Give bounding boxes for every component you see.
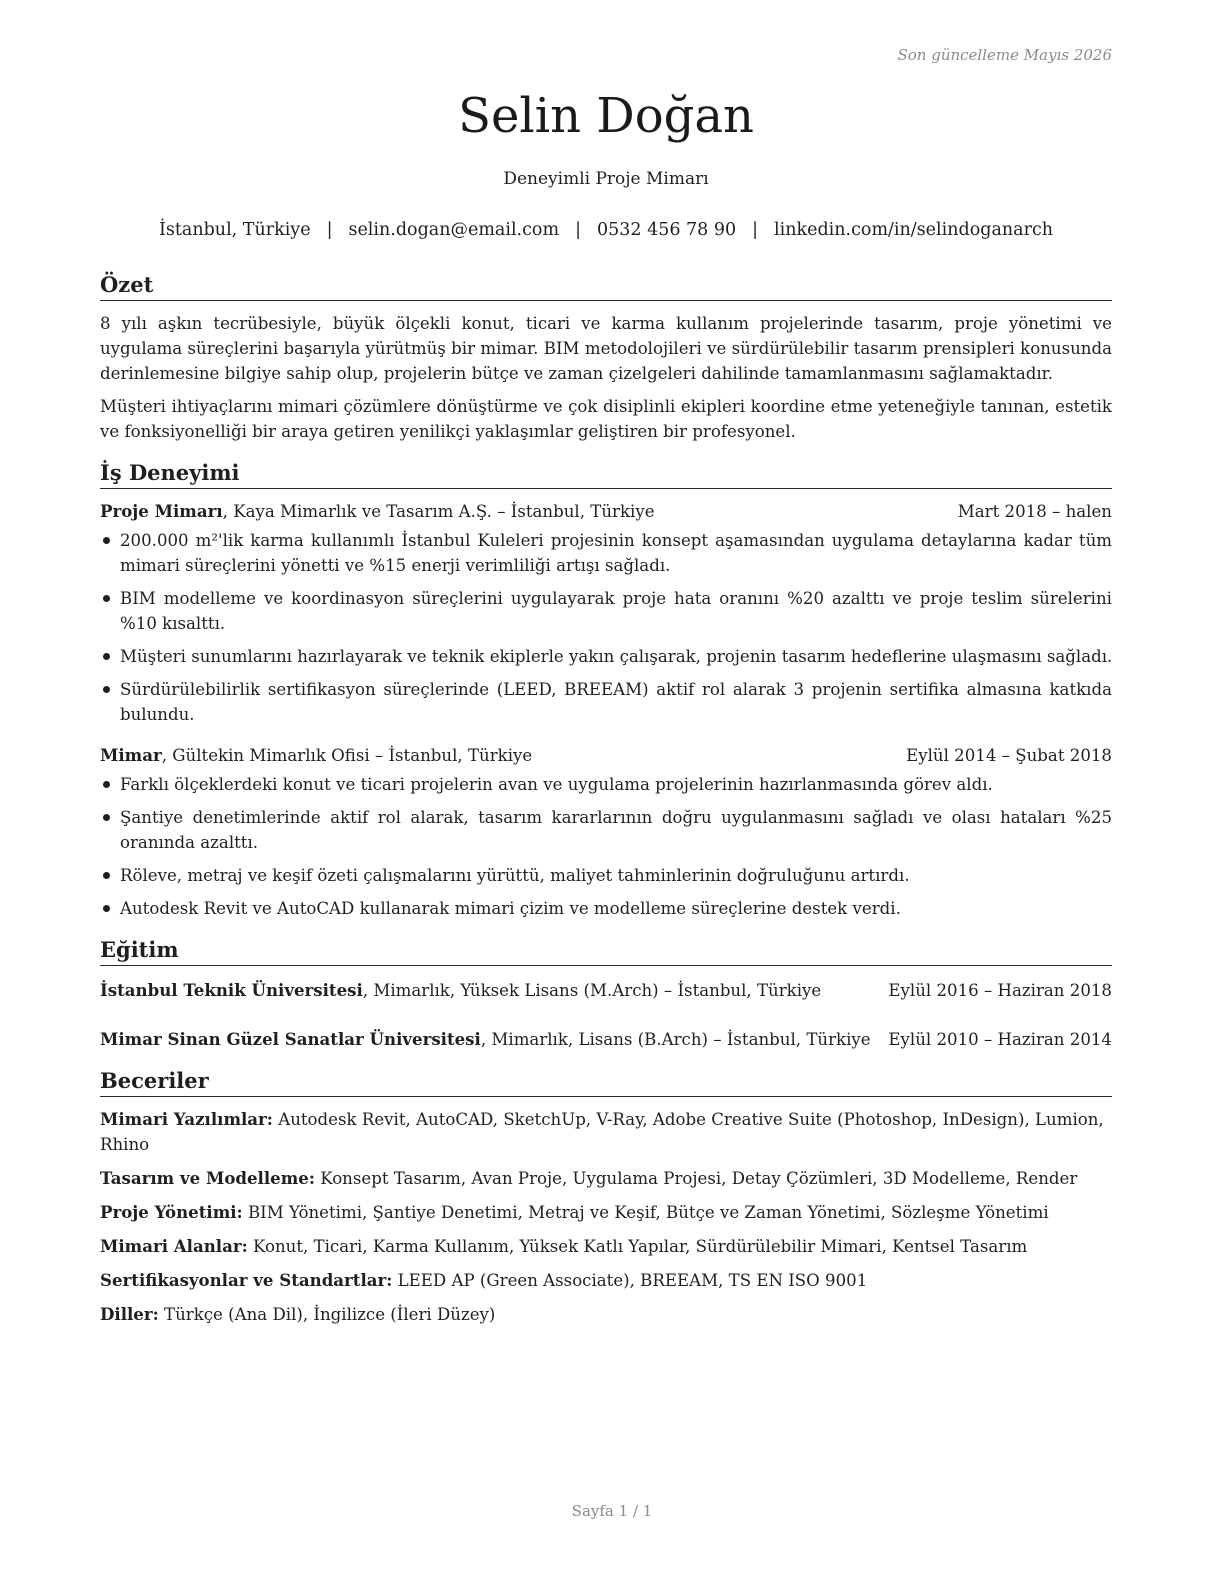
section-title-summary: Özet xyxy=(100,270,1112,301)
skill-label: Mimari Alanlar: xyxy=(100,1236,248,1256)
job-dates: Eylül 2014 – Şubat 2018 xyxy=(906,746,1112,765)
job-bullets xyxy=(100,772,1112,921)
skill-value: Konsept Tasarım, Avan Proje, Uygulama Projesi, Detay Çözümleri, 3D Modelleme, Render xyxy=(314,1169,1078,1188)
list-item: Müşteri sunumlarını hazırlayarak ve teknik ekiplerle yakın çalışarak, projenin tasarım hedeflerine ulaşmasını sağladı. xyxy=(100,644,1112,669)
list-item: Röleve, metraj ve keşif özeti çalışmalarını yürüttü, maliyet tahminlerinin doğruluğunu artırdı. xyxy=(100,863,1112,888)
contact-separator: | xyxy=(575,220,581,240)
skill-row xyxy=(100,1268,1112,1293)
last-updated: Son güncelleme Mayıs 2026 xyxy=(897,46,1112,64)
person-name: Selin Doğan xyxy=(458,88,754,144)
experience-section xyxy=(100,458,1112,921)
summary-section xyxy=(100,270,1112,444)
education-school-line xyxy=(100,978,821,1003)
list-item: BIM modelleme ve koordinasyon süreçlerini uygulayarak proje hata oranını %20 azalttı ve proje teslim sürelerini %10 kısalttı. xyxy=(100,586,1112,636)
job-header xyxy=(100,743,1112,768)
education-section xyxy=(100,935,1112,1052)
list-item: Autodesk Revit ve AutoCAD kullanarak mimari çizim ve modelleme süreçlerine destek verdi. xyxy=(100,896,1112,921)
page-number: Sayfa 1 / 1 xyxy=(571,1502,653,1520)
headline: Deneyimli Proje Mimarı xyxy=(503,169,709,189)
list-item: 200.000 m²'lik karma kullanımlı İstanbul Kuleleri projesinin konsept aşamasından uygulama detaylarına kadar tüm mimari süreçlerini yönetti ve %15 enerji verimliliği artışı sağladı. xyxy=(100,528,1112,578)
skill-row xyxy=(100,1200,1112,1225)
job-title-line xyxy=(100,499,655,524)
skill-value: Türkçe (Ana Dil), İngilizce (İleri Düzey) xyxy=(158,1305,496,1324)
skill-value: Konut, Ticari, Karma Kullanım, Yüksek Katlı Yapılar, Sürdürülebilir Mimari, Kentsel Tasarım xyxy=(247,1237,1028,1256)
skill-value: LEED AP (Green Associate), BREEAM, TS EN ISO 9001 xyxy=(392,1271,868,1290)
section-title-education: Eğitim xyxy=(100,935,1112,966)
skill-label: Tasarım ve Modelleme: xyxy=(100,1168,315,1188)
resume-body xyxy=(100,270,1112,1336)
list-item: Farklı ölçeklerdeki konut ve ticari projelerin avan ve uygulama projelerinin hazırlanmasında görev aldı. xyxy=(100,772,1112,797)
job-company: , Gültekin Mimarlık Ofisi – İstanbul, Türkiye xyxy=(161,746,533,765)
job-company: , Kaya Mimarlık ve Tasarım A.Ş. – İstanbul, Türkiye xyxy=(222,502,655,521)
skill-value: BIM Yönetimi, Şantiye Denetimi, Metraj ve Keşif, Bütçe ve Zaman Yönetimi, Sözleşme Yönetimi xyxy=(242,1203,1049,1222)
education-school: Mimar Sinan Güzel Sanatlar Üniversitesi xyxy=(100,1029,481,1049)
skills-section xyxy=(100,1066,1112,1327)
summary-paragraph: Müşteri ihtiyaçlarını mimari çözümlere dönüştürme ve çok disiplinli ekipleri koordine etme yeteneğiyle tanınan, estetik ve fonksiyonelliği bir araya getiren yenilikçi yaklaşımlar geliştiren bir profesyonel. xyxy=(100,397,1112,441)
education-entry xyxy=(100,978,1112,1003)
list-item: Sürdürülebilirlik sertifikasyon süreçlerinde (LEED, BREEAM) aktif rol alarak 3 projenin sertifika almasına katkıda bulundu. xyxy=(100,677,1112,727)
contact-linkedin[interactable]: linkedin.com/in/selindoganarch xyxy=(774,220,1054,240)
skill-value: Autodesk Revit, AutoCAD, SketchUp, V-Ray, Adobe Creative Suite (Photoshop, InDesign), Lumion, Rhino xyxy=(100,1110,1104,1154)
summary-paragraph: 8 yılı aşkın tecrübesiyle, büyük ölçekli konut, ticari ve karma kullanım projelerinde tasarım, proje yönetimi ve uygulama süreçlerini başarıyla yürütmüş bir mimar. BIM metodolojileri ve sürdürülebilir tasarım prensipleri konusunda derinlemesine bilgiye sahip olup, projelerin bütçe ve zaman çizelgeleri dahilinde tamamlanmasını sağlamaktadır. xyxy=(100,314,1112,383)
job-role: Proje Mimarı xyxy=(100,501,223,521)
skill-label: Sertifikasyonlar ve Standartlar: xyxy=(100,1270,393,1290)
job-title-line xyxy=(100,743,532,768)
resume-page xyxy=(100,0,1112,1584)
skill-row xyxy=(100,1107,1112,1157)
contact-location: İstanbul, Türkiye xyxy=(158,220,311,240)
education-dates: Eylül 2016 – Haziran 2018 xyxy=(888,981,1112,1000)
skill-label: Diller: xyxy=(100,1304,159,1324)
job-dates: Mart 2018 – halen xyxy=(957,502,1112,521)
list-item: Şantiye denetimlerinde aktif rol alarak, tasarım kararlarının doğru uygulanmasını sağladı ve olası hataları %25 oranında azalttı. xyxy=(100,805,1112,855)
contact-line xyxy=(100,220,1112,240)
contact-separator: | xyxy=(326,220,333,240)
section-title-experience: İş Deneyimi xyxy=(100,458,1112,489)
skill-row xyxy=(100,1234,1112,1259)
contact-separator: | xyxy=(752,220,759,240)
job-role: Mimar xyxy=(100,745,162,765)
education-entry xyxy=(100,1027,1112,1052)
contact-phone: 0532 456 78 90 xyxy=(596,220,737,240)
section-title-skills: Beceriler xyxy=(100,1066,1112,1097)
job-entry xyxy=(100,743,1112,921)
education-school-line xyxy=(100,1027,871,1052)
job-entry xyxy=(100,499,1112,727)
skill-row xyxy=(100,1166,1112,1191)
skill-label: Proje Yönetimi: xyxy=(100,1202,243,1222)
education-detail: , Mimarlık, Yüksek Lisans (M.Arch) – İstanbul, Türkiye xyxy=(362,981,822,1000)
education-school: İstanbul Teknik Üniversitesi xyxy=(100,980,363,1000)
contact-email[interactable]: selin.dogan@email.com xyxy=(348,220,560,240)
skill-row xyxy=(100,1302,1112,1327)
job-bullets xyxy=(100,528,1112,727)
education-detail: , Mimarlık, Lisans (B.Arch) – İstanbul, Türkiye xyxy=(480,1030,871,1049)
job-header xyxy=(100,499,1112,524)
skill-label: Mimari Yazılımlar: xyxy=(100,1109,273,1129)
education-dates: Eylül 2010 – Haziran 2014 xyxy=(888,1030,1112,1049)
